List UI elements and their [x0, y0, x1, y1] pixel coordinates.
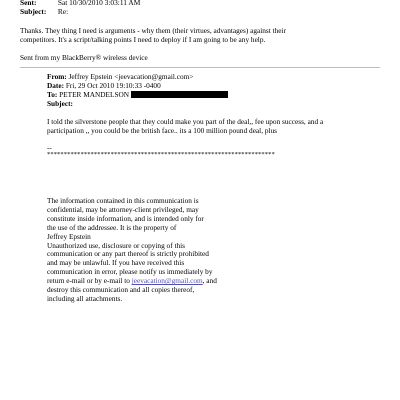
sent-row [20, 0, 140, 7]
disclaimer-line: communication or any part thereof is strictly prohibited [47, 249, 209, 259]
sent-label: Sent: [20, 0, 37, 7]
orig-to-value: PETER MANDELSON [59, 90, 130, 99]
orig-to-label: To: [47, 90, 58, 99]
reply-text [20, 26, 385, 45]
disclaimer-line: constitute inside information, and is intended only for [47, 213, 204, 223]
disclaimer-line: The information contained in this communication is [47, 196, 199, 205]
sent-value: Sat 10/30/2010 3:03:11 AM [57, 0, 141, 7]
divider [20, 67, 380, 68]
orig-from-value: Jeffrey Epstein <jeevacation@gmail.com> [68, 72, 194, 81]
redaction-bar [131, 91, 228, 98]
disclaimer-line: Jeffrey Epstein [47, 231, 91, 241]
subject-label: Subject: [20, 7, 47, 16]
orig-body-line-2: participation ,, you could be the british face.. its a 100 million pound deal, plus [47, 126, 278, 135]
subject-row [20, 7, 68, 16]
disclaimer-line: including all attachments. [47, 293, 123, 303]
subject-value: Re: [57, 7, 69, 16]
disclaimer-line: the use of the addressee. It is the property of [47, 222, 177, 232]
orig-from-label: From: [47, 72, 67, 81]
email-link[interactable]: jeevacation@gmail.com [131, 276, 203, 286]
disclaimer-line: confidential, may be attorney-client privileged, may [47, 204, 199, 214]
disclaimer-line: Unauthorized use, disclosure or copying of this [47, 240, 186, 250]
disclaimer-text: , and [202, 276, 217, 286]
disclaimer-line: destroy this communication and all copies thereof, [47, 285, 195, 295]
stars-divider: ******************************************************************** [47, 151, 275, 158]
sig-dashes: -- [47, 143, 52, 152]
orig-subject-row [47, 100, 73, 109]
disclaimer-text: return e-mail or by e-mail to [47, 276, 132, 286]
orig-date-label: Date: [47, 81, 65, 90]
orig-subject-label: Subject: [47, 99, 73, 108]
orig-body-line-1: I told the silverstone people that they could make you part of the deal,, fee upon success, and a [47, 117, 324, 126]
disclaimer-line: communication in error, please notify us immediately by [47, 267, 213, 277]
reply-line-1: Thanks. They thing I need is arguments - why them (their virtues, advantages) against their [20, 26, 286, 35]
reply-signature: Sent from my BlackBerry® wireless device [20, 53, 148, 62]
disclaimer-line: and may be unlawful. If you have received this [47, 258, 185, 268]
orig-to-row [47, 91, 228, 100]
disclaimer [47, 197, 217, 304]
orig-date-value: Fri, 29 Oct 2010 19:10:33 -0400 [65, 81, 161, 90]
reply-line-2: competitors. It's a script/talking points I need to deploy if I am going to be any help. [20, 35, 266, 45]
